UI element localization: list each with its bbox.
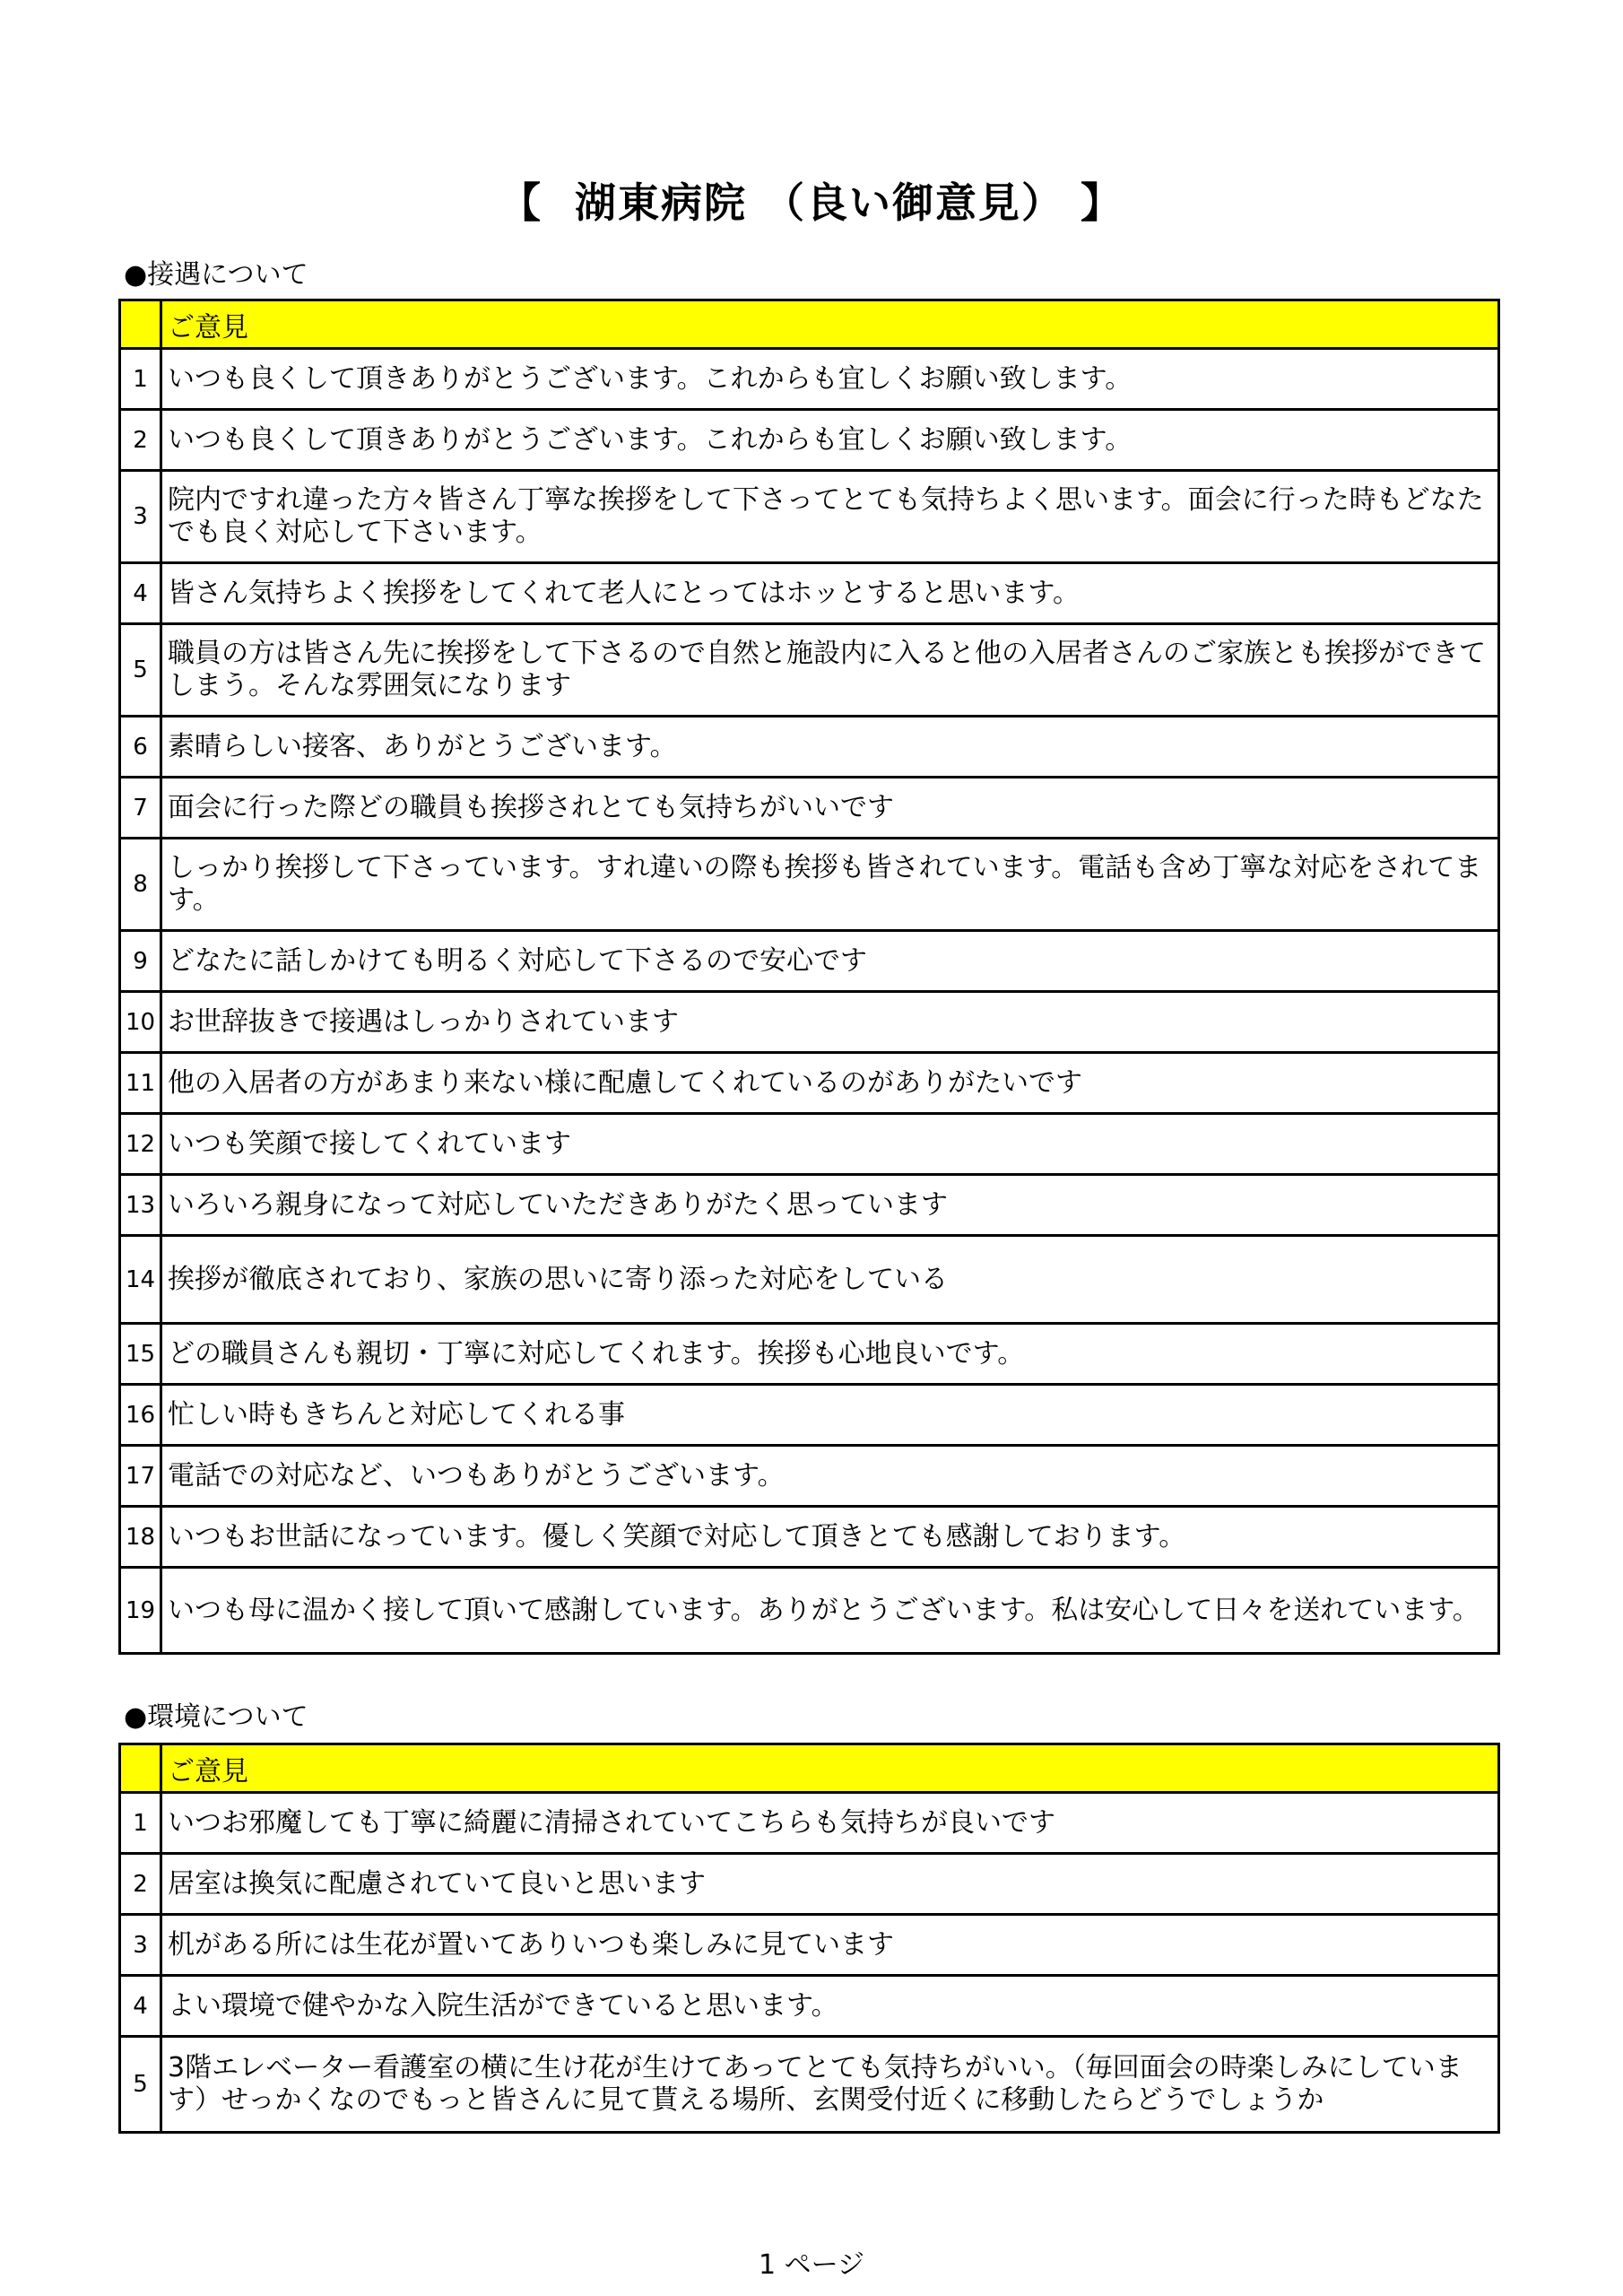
row-number: 5 <box>120 2037 161 2133</box>
row-number: 1 <box>120 349 161 410</box>
row-number: 18 <box>120 1507 161 1568</box>
row-opinion-text: 他の入居者の方があまり来ない様に配慮してくれているのがありがたいです <box>161 1053 1499 1114</box>
row-number: 1 <box>120 1793 161 1854</box>
row-opinion-text: 挨拶が徹底されており、家族の思いに寄り添った対応をしている <box>161 1236 1499 1324</box>
row-opinion-text: いろいろ親身になって対応していただきありがたく思っています <box>161 1175 1499 1236</box>
row-number: 9 <box>120 931 161 992</box>
table-row <box>120 1976 1499 2037</box>
row-opinion-text: 職員の方は皆さん先に挨拶をして下さるので自然と施設内に入ると他の入居者さんのご家族とも挨拶ができてしまう。そんな雰囲気になります <box>161 624 1499 717</box>
row-opinion-text: どなたに話しかけても明るく対応して下さるので安心です <box>161 931 1499 992</box>
row-opinion-text: いつも笑顔で接してくれています <box>161 1114 1499 1175</box>
table-row <box>120 1053 1499 1114</box>
row-opinion-text: しっかり挨拶して下さっています。すれ違いの際も挨拶も皆されています。電話も含め丁寧な対応をされてます。 <box>161 839 1499 931</box>
row-opinion-text: 忙しい時もきちんと対応してくれる事 <box>161 1385 1499 1446</box>
table-row <box>120 2037 1499 2133</box>
row-number: 10 <box>120 992 161 1053</box>
header-opinion-label: ご意見 <box>161 1744 1499 1793</box>
row-opinion-text: 机がある所には生花が置いてありいつも楽しみに見ています <box>161 1915 1499 1976</box>
row-number: 3 <box>120 1915 161 1976</box>
row-opinion-text: 皆さん気持ちよく挨拶をしてくれて老人にとってはホッとすると思います。 <box>161 563 1499 624</box>
row-opinion-text: 面会に行った際どの職員も挨拶されとても気持ちがいいです <box>161 778 1499 839</box>
row-number: 2 <box>120 410 161 471</box>
row-opinion-text: どの職員さんも親切・丁寧に対応してくれます。挨拶も心地良いです。 <box>161 1324 1499 1385</box>
row-opinion-text: いつも母に温かく接して頂いて感謝しています。ありがとうございます。私は安心して日々を送れています。 <box>161 1568 1499 1654</box>
row-number: 17 <box>120 1446 161 1507</box>
table-row <box>120 1236 1499 1324</box>
table-row <box>120 1175 1499 1236</box>
table-row <box>120 931 1499 992</box>
row-opinion-text: いつも良くして頂きありがとうございます。これからも宜しくお願い致します。 <box>161 349 1499 410</box>
row-number: 16 <box>120 1385 161 1446</box>
table-row <box>120 1385 1499 1446</box>
table-row <box>120 471 1499 563</box>
row-opinion-text: いつも良くして頂きありがとうございます。これからも宜しくお願い致します。 <box>161 410 1499 471</box>
row-number: 4 <box>120 563 161 624</box>
row-opinion-text: 素晴らしい接客、ありがとうございます。 <box>161 717 1499 778</box>
page-title: 【 湖東病院 （良い御意見） 】 <box>499 178 1124 227</box>
table-row <box>120 1568 1499 1654</box>
row-number: 4 <box>120 1976 161 2037</box>
row-opinion-text: 院内ですれ違った方々皆さん丁寧な挨拶をして下さってとても気持ちよく思います。面会に行った時もどなたでも良く対応して下さいます。 <box>161 471 1499 563</box>
table-row <box>120 1793 1499 1854</box>
row-number: 13 <box>120 1175 161 1236</box>
header-num-cell <box>120 1744 161 1793</box>
table-row <box>120 1854 1499 1915</box>
table-row <box>120 1507 1499 1568</box>
row-number: 19 <box>120 1568 161 1654</box>
row-number: 2 <box>120 1854 161 1915</box>
row-opinion-text: 3階エレベーター看護室の横に生け花が生けてあってとても気持ちがいい。（毎回面会の時楽しみにしています）せっかくなのでもっと皆さんに見て貰える場所、玄関受付近くに移動したらどうでしょうか <box>161 2037 1499 2133</box>
table-row <box>120 1324 1499 1385</box>
table-header-row <box>120 1744 1499 1793</box>
header-opinion-label: ご意見 <box>161 300 1499 349</box>
row-number: 7 <box>120 778 161 839</box>
table-row <box>120 992 1499 1053</box>
row-opinion-text: いつもお世話になっています。優しく笑顔で対応して頂きとても感謝しております。 <box>161 1507 1499 1568</box>
table-row <box>120 410 1499 471</box>
row-number: 14 <box>120 1236 161 1324</box>
reception-opinions-table <box>118 299 1500 1655</box>
table-row <box>120 624 1499 717</box>
row-number: 3 <box>120 471 161 563</box>
row-opinion-text: よい環境で健やかな入院生活ができていると思います。 <box>161 1976 1499 2037</box>
row-number: 5 <box>120 624 161 717</box>
table-row <box>120 1446 1499 1507</box>
page-number-footer: 1 ページ <box>758 2249 865 2281</box>
section-heading-reception: ●接遇について <box>124 259 308 291</box>
table-row <box>120 1114 1499 1175</box>
table-header-row <box>120 300 1499 349</box>
row-number: 12 <box>120 1114 161 1175</box>
row-opinion-text: 電話での対応など、いつもありがとうございます。 <box>161 1446 1499 1507</box>
table-row <box>120 839 1499 931</box>
section-heading-environment: ●環境について <box>124 1701 308 1733</box>
row-opinion-text: いつお邪魔しても丁寧に綺麗に清掃されていてこちらも気持ちが良いです <box>161 1793 1499 1854</box>
row-number: 11 <box>120 1053 161 1114</box>
row-number: 15 <box>120 1324 161 1385</box>
table-row <box>120 717 1499 778</box>
table-row <box>120 1915 1499 1976</box>
row-number: 8 <box>120 839 161 931</box>
row-opinion-text: 居室は換気に配慮されていて良いと思います <box>161 1854 1499 1915</box>
table-row <box>120 563 1499 624</box>
table-row <box>120 778 1499 839</box>
table-row <box>120 349 1499 410</box>
row-number: 6 <box>120 717 161 778</box>
row-opinion-text: お世辞抜きで接遇はしっかりされています <box>161 992 1499 1053</box>
environment-opinions-table <box>118 1743 1500 2134</box>
header-num-cell <box>120 300 161 349</box>
